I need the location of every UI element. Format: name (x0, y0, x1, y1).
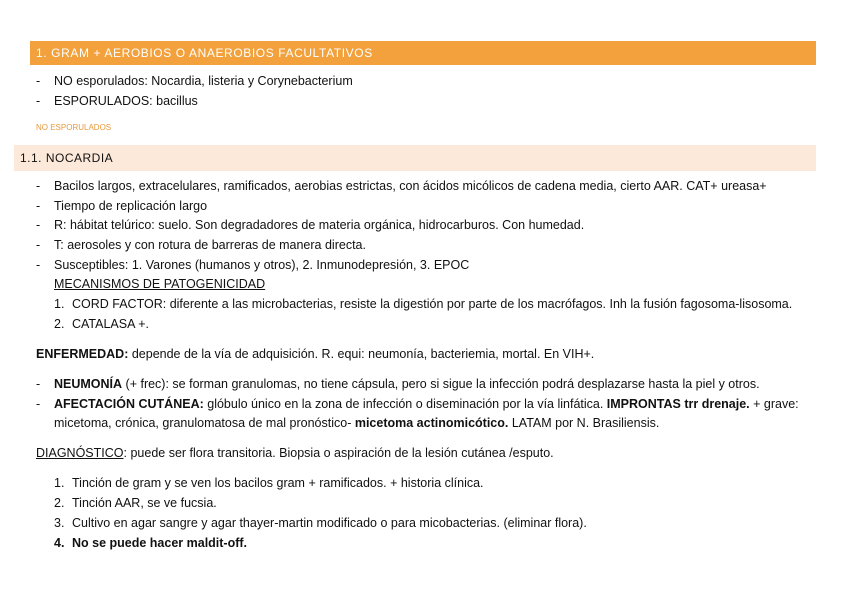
mecanismos-title: MECANISMOS DE PATOGENICIDAD (54, 277, 266, 291)
section-heading-1-text: 1. GRAM + AEROBIOS O ANAEROBIOS FACULTATIVOS (36, 46, 373, 60)
bullet-item-2: Tiempo de replicación largo (54, 199, 208, 213)
section-heading-1 (30, 41, 816, 65)
cutanea-grave: + grave: (749, 397, 799, 411)
enfermedad-paragraph (36, 347, 594, 361)
bullet-item-5: Susceptibles: 1. Varones (humanos y otros), 2. Inmunodepresión, 3. EPOC (54, 258, 470, 272)
cutanea-dash: - (36, 397, 41, 411)
bullet-item-3: R: hábitat telúrico: suelo. Son degradadores de materia orgánica, hidrocarburos. Con humedad. (54, 218, 585, 232)
cutanea-text: glóbulo único en la zona de infección o diseminación por la vía linfática. (203, 397, 607, 411)
bullet-item-1: Bacilos largos, extracelulares, ramificados, aerobias estrictas, con ácidos micólicos de cadena media, cierto AAR. CAT+ ureasa+ (54, 179, 767, 193)
intro-item-2: ESPORULADOS: bacillus (54, 94, 198, 108)
cutanea-item-line1 (54, 397, 799, 411)
diagnostico-item-1: Tinción de gram y se ven los bacilos gram + ramificados. + historia clínica. (72, 476, 484, 490)
diagnostico-item-2: Tinción AAR, se ve fucsia. (72, 496, 217, 510)
bullet-dash-3: - (36, 218, 41, 232)
diagnostico-text: : puede ser flora transitoria. Biopsia o aspiración de la lesión cutánea /esputo. (123, 446, 554, 460)
mecanismo-num-1: 1. (54, 297, 65, 311)
diagnostico-num-2: 2. (54, 496, 65, 510)
diagnostico-num-3: 3. (54, 516, 65, 530)
enfermedad-label: ENFERMEDAD: (36, 347, 129, 361)
neumonia-text: (+ frec): se forman granulomas, no tiene cápsula, pero si sigue la infección podrá desplazarse hasta la piel y otros. (122, 377, 760, 391)
no-esporulados-label: NO ESPORULADOS (36, 123, 112, 132)
diagnostico-paragraph (36, 446, 554, 460)
mecanismo-item-1: CORD FACTOR: diferente a las microbacterias, resiste la digestión por parte de los macrófagos. Inh la fusión fagosoma-lisosoma. (72, 297, 793, 311)
neumonia-dash: - (36, 377, 41, 391)
cutanea-line2b: micetoma actinomicótico. (354, 416, 509, 430)
mecanismo-num-2: 2. (54, 317, 65, 331)
diagnostico-num-1: 1. (54, 476, 65, 490)
bullet-dash-1: - (36, 179, 41, 193)
diagnostico-num-4: 4. (54, 536, 65, 550)
intro-dash-2: - (36, 94, 41, 108)
cutanea-line2a: micetoma, crónica, granulomatosa de mal pronóstico- (54, 416, 355, 430)
cutanea-line2c: LATAM por N. Brasiliensis. (508, 416, 660, 430)
intro-item-1: NO esporulados: Nocardia, listeria y Corynebacterium (54, 74, 353, 88)
diagnostico-item-4: No se puede hacer maldit-off. (72, 536, 248, 550)
enfermedad-text: depende de la vía de adquisición. R. equi: neumonía, bacteriemia, mortal. En VIH+. (128, 347, 595, 361)
diagnostico-item-3: Cultivo en agar sangre y agar thayer-martin modificado o para micobacterias. (eliminar flora). (72, 516, 587, 530)
section-heading-2 (14, 145, 816, 171)
cutanea-item-line2 (54, 416, 659, 430)
section-heading-2-text: 1.1. NOCARDIA (20, 151, 114, 165)
mecanismo-item-2: CATALASA +. (72, 317, 150, 331)
bullet-item-4: T: aerosoles y con rotura de barreras de manera directa. (54, 238, 366, 252)
cutanea-improntas: IMPRONTAS trr drenaje. (606, 397, 750, 411)
bullet-dash-5: - (36, 258, 41, 272)
diagnostico-label: DIAGNÓSTICO (36, 446, 124, 460)
bullet-dash-4: - (36, 238, 41, 252)
intro-dash-1: - (36, 74, 41, 88)
neumonia-item (54, 377, 760, 391)
neumonia-label: NEUMONÍA (54, 377, 123, 391)
bullet-dash-2: - (36, 199, 41, 213)
cutanea-label: AFECTACIÓN CUTÁNEA: (54, 397, 204, 411)
